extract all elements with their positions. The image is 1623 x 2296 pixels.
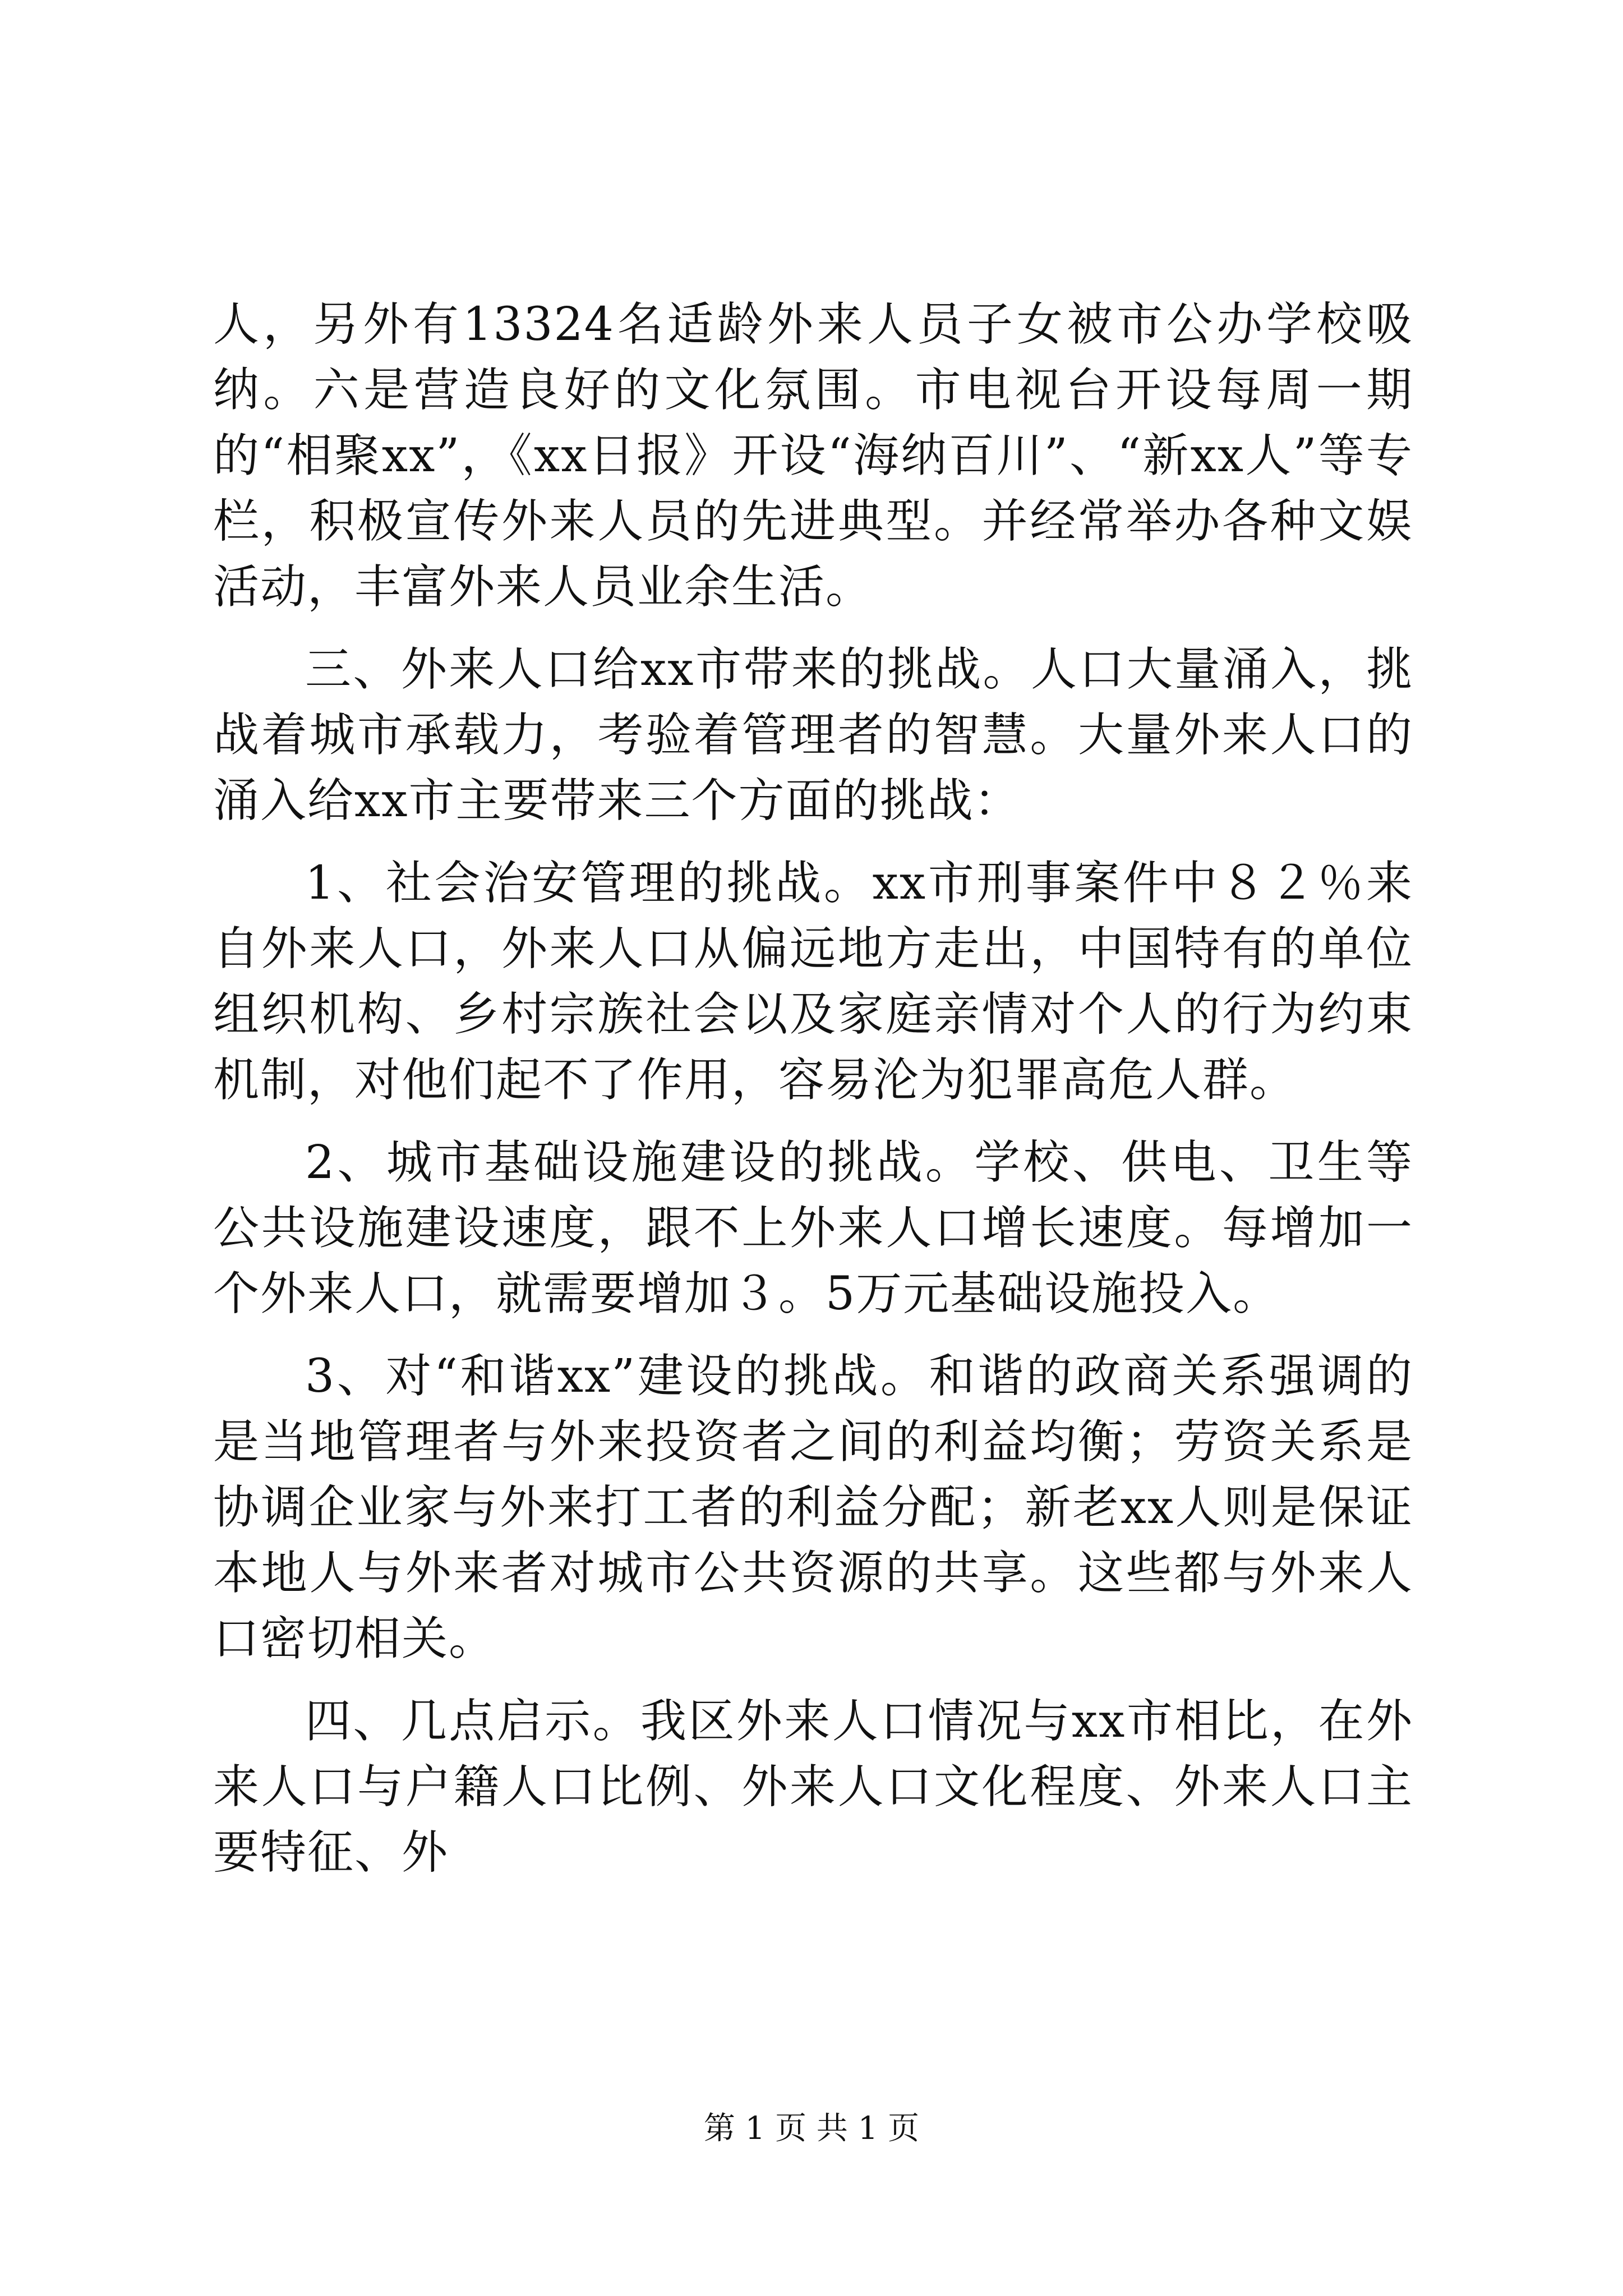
paragraph-harmony: 3、对“和谐xx”建设的挑战。和谐的政商关系强调的是当地管理者与外来投资者之间的利益均衡；劳资关系是协调企业家与外来打工者的利益分配；新老xx人则是保证本地人与外来者对城市公共资源的共享。这些都与外来人口密切相关。 — [213, 1350, 1413, 1665]
paragraph-infrastructure: 2、城市基础设施建设的挑战。学校、供电、卫生等公共设施建设速度，跟不上外来人口增长速度。每增加一个外来人口，就需要增加３。5万元基础设施投入。 — [213, 1136, 1413, 1320]
paragraph-challenges-intro: 三、外来人口给xx市带来的挑战。人口大量涌入，挑战着城市承载力，考验着管理者的智慧。大量外来人口的涌入给xx市主要带来三个方面的挑战： — [213, 643, 1413, 827]
paragraph-public-security: 1、社会治安管理的挑战。xx市刑事案件中８２％来自外来人口，外来人口从偏远地方走出，中国特有的单位组织机构、乡村宗族社会以及家庭亲情对个人的行为约束机制，对他们起不了作用，容易沦为犯罪高危人群。 — [213, 857, 1413, 1107]
page-footer: 第 1 页 共 1 页 — [703, 2110, 920, 2147]
document-body — [213, 292, 1413, 1902]
paragraph-continuation: 人，另外有13324名适龄外来人员子女被市公办学校吸纳。六是营造良好的文化氛围。市电视台开设每周一期的“相聚xx”，《xx日报》开设“海纳百川”、“新xx人”等专栏，积极宣传外来人员的先进典型。并经常举办各种文娱活动，丰富外来人员业余生活。 — [213, 298, 1413, 614]
paragraph-insights: 四、几点启示。我区外来人口情况与xx市相比，在外来人口与户籍人口比例、外来人口文化程度、外来人口主要特征、外 — [213, 1695, 1413, 1879]
